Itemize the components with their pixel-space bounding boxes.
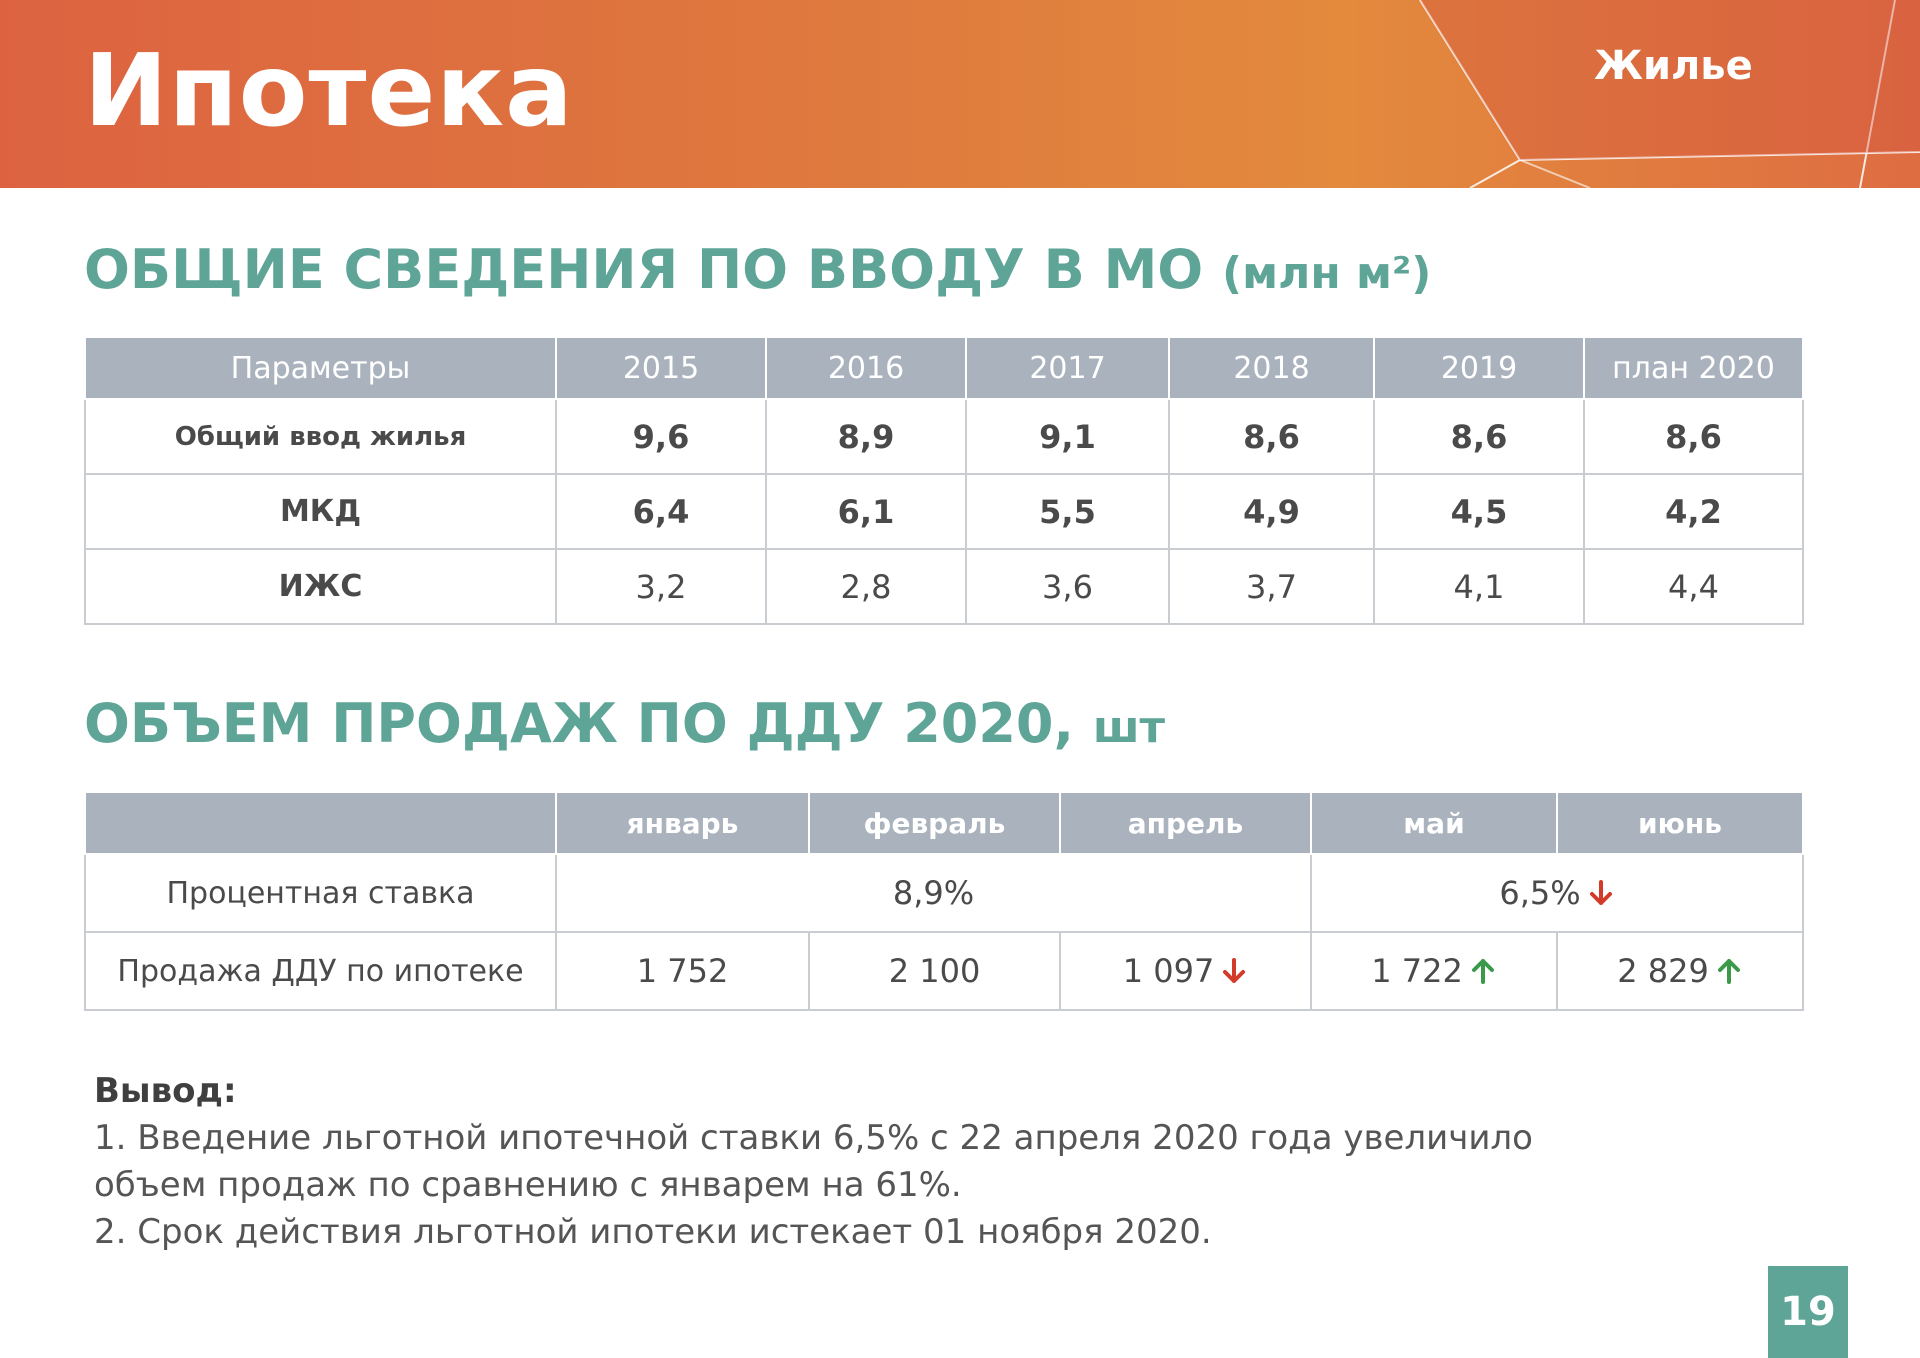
table-cell: 8,6 [1584,399,1803,474]
column-header: апрель [1060,793,1311,854]
table-cell: 3,2 [556,549,766,624]
table-cell: 3,7 [1169,549,1374,624]
section-title-construction [84,238,1431,301]
table-cell: 2,8 [766,549,966,624]
cell-value: 1 097 [1122,952,1215,990]
table-cell: 2 100 [809,932,1060,1010]
section-label: Жилье [1594,43,1753,89]
table-cell: 4,5 [1374,474,1584,549]
conclusion-block [94,1068,1694,1256]
table-cell [1311,932,1557,1010]
table-cell: 9,1 [966,399,1169,474]
column-header: июнь [1557,793,1803,854]
arrow-up-icon [1715,956,1743,986]
table-cell: 6,4 [556,474,766,549]
table-row [85,549,1803,624]
column-header: январь [556,793,809,854]
arrow-down-icon [1220,956,1248,986]
column-header: 2019 [1374,338,1584,399]
section-title-text: ОБЩИЕ СВЕДЕНИЯ ПО ВВОДУ В МО [84,238,1204,301]
conclusion-line: 2. Срок действия льготной ипотеки истекает 01 ноября 2020. [94,1212,1212,1252]
table-row [85,474,1803,549]
conclusion-line: объем продаж по сравнению с январем на 61%. [94,1165,962,1205]
table-cell: 9,6 [556,399,766,474]
column-header: 2015 [556,338,766,399]
column-header: 2017 [966,338,1169,399]
table-cell: 3,6 [966,549,1169,624]
table-cell: 8,6 [1374,399,1584,474]
table-header-row [85,338,1803,399]
cell-value: 1 722 [1371,952,1463,990]
row-label: ИЖС [85,549,556,624]
conclusion-heading: Вывод: [94,1071,237,1111]
table-cell: 4,2 [1584,474,1803,549]
table-cell: 1 752 [556,932,809,1010]
column-header [85,793,556,854]
table-cell [1060,932,1311,1010]
table-row [85,932,1803,1010]
table-cell: 5,5 [966,474,1169,549]
table-cell: 8,6 [1169,399,1374,474]
conclusion-line: 1. Введение льготной ипотечной ставки 6,5% с 22 апреля 2020 года увеличило [94,1118,1533,1158]
row-label: МКД [85,474,556,549]
cell-value: 6,5% [1499,874,1581,912]
header-banner [0,0,1920,188]
construction-table [84,338,1804,625]
table-cell: 4,9 [1169,474,1374,549]
table-cell [1311,854,1803,932]
column-header: май [1311,793,1557,854]
row-label: Общий ввод жилья [85,399,556,474]
section-title-text: ОБЪЕМ ПРОДАЖ ПО ДДУ 2020, [84,692,1075,755]
arrow-down-icon [1587,878,1615,908]
page-title: Ипотека [84,32,574,149]
row-label: Процентная ставка [85,854,556,932]
table-cell: 8,9% [556,854,1311,932]
table-row [85,399,1803,474]
table-cell: 4,4 [1584,549,1803,624]
arrow-up-icon [1469,956,1497,986]
section-title-unit: (млн м²) [1222,248,1432,299]
column-header: февраль [809,793,1060,854]
cell-value: 2 829 [1617,952,1709,990]
row-label: Продажа ДДУ по ипотеке [85,932,556,1010]
table-cell: 8,9 [766,399,966,474]
page-number: 19 [1768,1266,1848,1358]
column-header: план 2020 [1584,338,1803,399]
table-cell [1557,932,1803,1010]
table-cell: 4,1 [1374,549,1584,624]
section-title-sales [84,692,1165,755]
table-row [85,854,1803,932]
section-title-unit: шт [1092,702,1166,753]
sales-table [84,793,1804,1011]
table-header-row [85,793,1803,854]
column-header: 2016 [766,338,966,399]
table-cell: 6,1 [766,474,966,549]
column-header: Параметры [85,338,556,399]
column-header: 2018 [1169,338,1374,399]
